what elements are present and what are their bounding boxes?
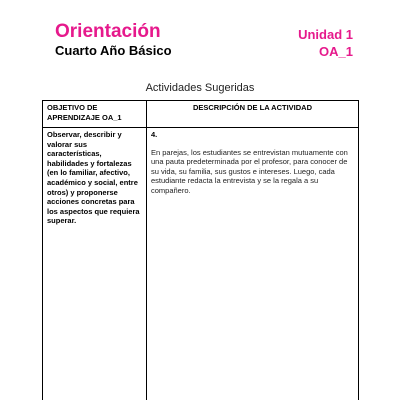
activity-text: En parejas, los estudiantes se entrevistan mutuamente con una pauta predeterminada por el profesor, para conocer de su vida, su familia, sus gustos e intereses. Luego, cada estudiante redacta la entrevista y se la regala a su compañero.	[151, 147, 348, 195]
course-level: Cuarto Año Básico	[55, 43, 172, 58]
activity-number: 4.	[151, 130, 158, 139]
unit-label: Unidad 1	[298, 27, 353, 42]
objective-cell: Observar, describir y valorar sus características, habilidades y fortalezas (en lo familiar, afectivo, académico y social, entre otros) y proponerse acciones concretas para los aspectos que requiera superar.	[43, 128, 147, 400]
oa-code: OA_1	[319, 44, 353, 59]
table-row	[43, 128, 359, 400]
table-header-row	[43, 101, 359, 128]
activities-table	[42, 100, 359, 400]
description-column-header: DESCRIPCIÓN DE LA ACTIVIDAD	[147, 101, 359, 128]
page-title: Orientación	[55, 21, 161, 42]
description-cell	[147, 128, 359, 400]
objective-column-header: OBJETIVO DE APRENDIZAJE OA_1	[43, 101, 147, 128]
section-title: Actividades Sugeridas	[145, 82, 255, 94]
